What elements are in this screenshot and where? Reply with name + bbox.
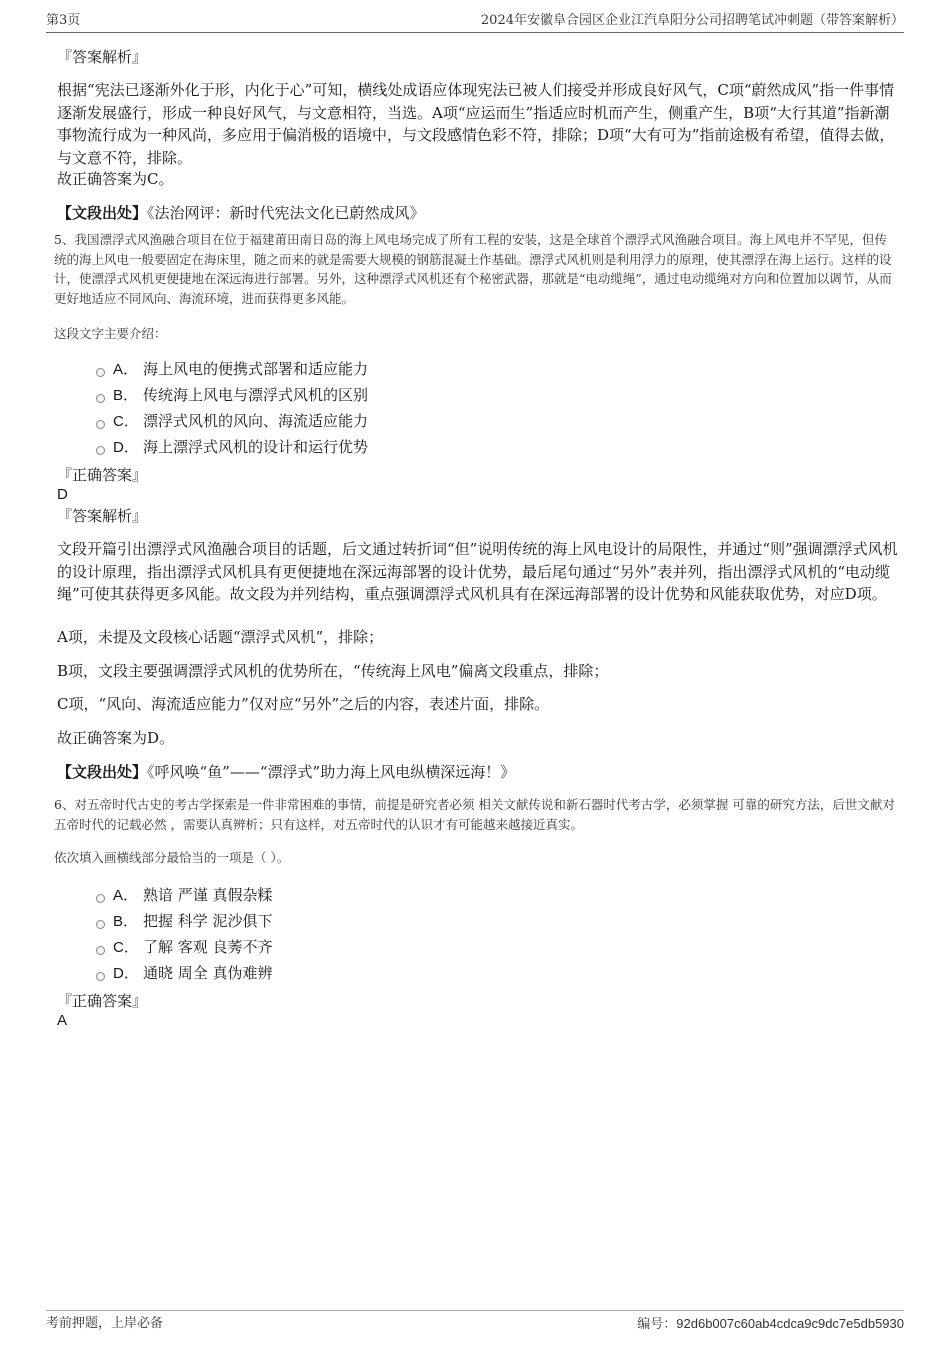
q5-option-b[interactable]: B． 传统海上风电与漂浮式风机的区别 [96,383,368,407]
document-code: 编号：92d6b007c60ab4cdca9c9dc7e5db5930 [637,1316,904,1332]
q6-answer: A [57,1012,68,1029]
q6-option-c[interactable]: C． 了解 客观 良莠不齐 [96,935,273,959]
q5-source-text: 《呼风唤“鱼”——“漂浮式”助力海上风电纵横深远海！》 [147,763,516,781]
q5-option-a[interactable]: A． 海上风电的便携式部署和适应能力 [96,357,368,381]
q6-option-d[interactable]: D． 通晓 周全 真伪难辨 [96,961,273,985]
q5-option-d[interactable]: D． 海上漂浮式风机的设计和运行优势 [96,435,368,459]
page-footer [46,1310,904,1335]
radio-icon[interactable] [96,972,105,981]
radio-icon[interactable] [96,368,105,377]
q5-analysis-c: C项，“风向、海流适应能力”仅对应“另外”之后的内容，表述片面，排除。 [57,695,550,713]
q4-source-text: 《法治网评：新时代宪法文化已蔚然成风》 [147,204,425,222]
q5-answer: D [57,486,68,503]
footer-slogan: 考前押题，上岸必备 [46,1316,164,1331]
q6-option-a[interactable]: A． 熟谙 严谨 真假杂糅 [96,883,273,907]
page-header [46,12,904,33]
q5-source-label: 【文段出处】 [57,763,148,781]
page-number: 第3页 [46,13,81,28]
q5-source [57,761,898,784]
q6-answer-label: 『正确答案』 [57,992,148,1010]
q6-option-b[interactable]: B． 把握 科学 泥沙俱下 [96,909,273,933]
q5-analysis-text: 文段开篇引出漂浮式风渔融合项目的话题，后文通过转折词“但”说明传统的海上风电设计的局限性，并通过“则”强调漂浮式风机的设计原理，指出漂浮式风机具有更便捷地在深远海部署的设计优势，最后尾句通过“另外”表并列，指出漂浮式风机的“电动缆绳”可使其获得更多风能。故文段为并列结构，重点强调漂浮式风机具有在深远海部署的设计优势和风能获取优势，对应D项。 [57,540,898,603]
radio-icon[interactable] [96,946,105,955]
q4-source [57,202,898,225]
q5-analysis-label: 『答案解析』 [57,507,148,525]
q5-conclusion: 故正确答案为D。 [57,729,175,747]
radio-icon[interactable] [96,446,105,455]
radio-icon[interactable] [96,920,105,929]
radio-icon[interactable] [96,894,105,903]
q5-analysis-b: B项，文段主要强调漂浮式风机的优势所在，“传统海上风电”偏离文段重点，排除； [57,662,609,680]
q5-answer-label: 『正确答案』 [57,466,148,484]
q4-conclusion: 故正确答案为C。 [57,170,174,188]
q5-stem: 5、我国漂浮式风渔融合项目在位于福建莆田南日岛的海上风电场完成了所有工程的安装，这是全球首个漂浮式风渔融合项目。海上风电并不罕见，但传统的海上风电一般要固定在海床里，随之而来的就是需要大规模的钢筋混凝土作基础。漂浮式风机则是利用浮力的原理，使其漂浮在海上运行。这样的设计，使漂浮式风机更便捷地在深远海进行部署。另外，这种漂浮式风机还有个秘密武器，那就是“电动缆绳”，通过电动缆绳对方向和位置加以调节，从而更好地适应不同风向、海流环境，进而获得更多风能。 [54,232,892,306]
q5-analysis-a: A项，未提及文段核心话题“漂浮式风机”，排除； [57,628,384,646]
q4-analysis-text: 根据“宪法已逐渐外化于形，内化于心”可知，横线处成语应体现宪法已被人们接受并形成良好风气，C项“蔚然成风”指一件事情逐渐发展盛行，形成一种良好风气，与文意相符，当选。A项“应运而生”指适应时机而产生，侧重产生，B项“大行其道”指新潮事物流行成为一种风尚，多应用于偏消极的语境中，与文段感情色彩不符，排除；D项“大有可为”指前途极有希望，值得去做，与文意不符，排除。 [57,81,895,167]
q4-source-label: 【文段出处】 [57,204,148,222]
q6-stem: 6、对五帝时代古史的考古学探索是一件非常困难的事情，前提是研究者必须 相关文献传说和新石器时代考古学，必须掌握 可靠的研究方法，后世文献对五帝时代的记载必然 ，需要认真辨析；只有这样，对五帝时代的认识才有可能越来越接近真实。 [54,797,895,832]
radio-icon[interactable] [96,420,105,429]
q4-analysis-label: 『答案解析』 [57,48,148,66]
radio-icon[interactable] [96,394,105,403]
document-title: 2024年安徽阜合园区企业江汽阜阳分公司招聘笔试冲刺题（带答案解析） [480,13,904,28]
q5-option-c[interactable]: C． 漂浮式风机的风向、海流适应能力 [96,409,368,433]
q5-question: 这段文字主要介绍： [54,326,167,341]
q6-question: 依次填入画横线部分最恰当的一项是（ ）。 [54,850,290,865]
